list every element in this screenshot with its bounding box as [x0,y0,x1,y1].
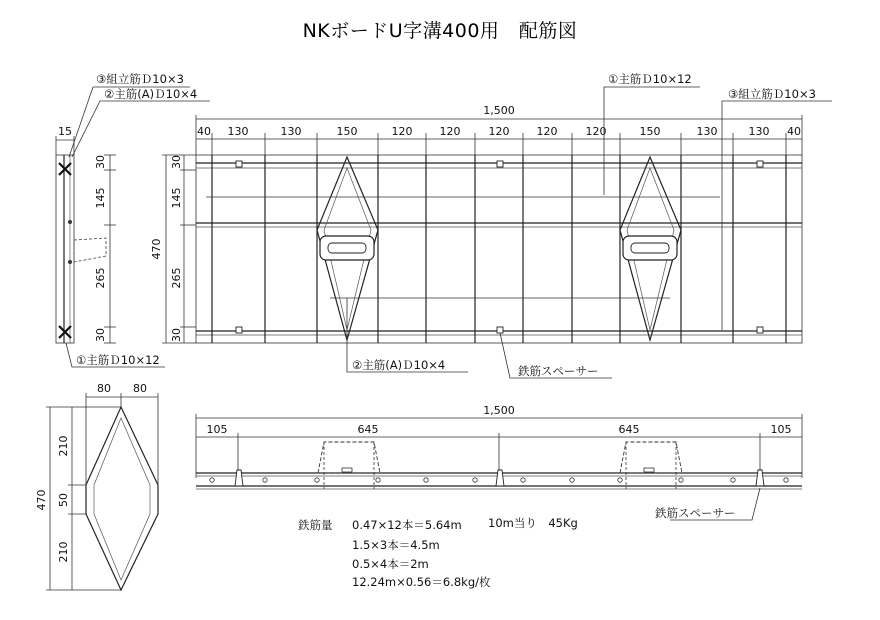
diamond-dim-210-top: 210 [57,435,70,457]
diamond-dim-width-left: 80 [97,382,111,395]
plan-dim-seg-3: 130 [280,125,302,138]
plan-dim-left-30-bottom: 30 [170,328,183,342]
plan-dim-seg-7: 120 [488,125,510,138]
quantity-heading: 鉄筋量 [298,518,333,532]
diamond-outer [86,407,158,590]
label-spacer-plan: 鉄筋スペーサー [518,364,599,378]
plan-dim-seg-1: 40 [197,125,211,138]
quantity-line-1: 0.47×12本＝5.64m [352,518,462,532]
plan-dim-left-145: 145 [170,187,183,209]
section-view [56,72,210,367]
plan-dim-seg-13: 40 [787,125,801,138]
quantity-per-10m: 10m当り 45Kg [488,516,578,530]
section-dim-15: 15 [58,125,72,138]
plan-dim-left-30-top: 30 [170,155,183,169]
label-rebar-1-top: ①主筋Ｄ10×12 [608,72,692,86]
plan-dim-seg-4: 150 [336,125,358,138]
plan-spacers [236,161,763,333]
diamond-dim-210-bottom: 210 [57,541,70,563]
diamond-dim-width-right: 80 [133,382,147,395]
label-rebar-3-left: ③組立筋Ｄ10×3 [96,72,184,86]
section-x-mark-top [59,163,71,175]
quantity-line-3: 0.5×4本＝2m [352,557,429,571]
section-dim-145: 145 [94,187,107,209]
side-dim-645-right: 645 [618,423,640,436]
label-rebar-2-bottom: ②主筋(A)Ｄ10×4 [352,358,446,372]
plan-diamond-right [620,157,681,340]
plan-main-bars [212,155,786,343]
section-dim-265: 265 [94,267,107,289]
leader-rebar-1-top [604,87,700,195]
plan-dim-seg-9: 120 [585,125,607,138]
side-dim-645-left: 645 [357,423,379,436]
label-rebar-3-right: ③組立筋Ｄ10×3 [728,87,816,101]
plan-dim-seg-2: 130 [227,125,249,138]
section-outline [56,155,74,343]
side-view [196,404,802,520]
section-bolt-dot [68,220,72,224]
section-dim-30-top: 30 [94,155,107,169]
side-dim-105-right: 105 [770,423,792,436]
side-dim-105-left: 105 [206,423,228,436]
plan-view [150,72,832,378]
side-dim-total: 1,500 [483,404,515,417]
plan-outline [196,155,802,343]
plan-dim-seg-5: 120 [391,125,413,138]
quantity-line-4: 12.24m×0.56＝6.8kg/枚 [352,575,491,589]
plan-dim-seg-8: 120 [536,125,558,138]
section-x-mark-bottom [59,326,71,338]
page-title: NKボードU字溝400用 配筋図 [302,20,578,42]
section-dim-30-bottom: 30 [94,328,107,342]
plan-dim-seg-12: 130 [748,125,770,138]
plan-dim-seg-11: 130 [696,125,718,138]
label-rebar-1-left: ①主筋Ｄ10×12 [76,353,160,367]
label-spacer-side: 鉄筋スペーサー [655,506,736,520]
leader-rebar-2-left [72,101,210,157]
diamond-inner [94,418,150,580]
plan-diamond-left [317,157,378,340]
label-rebar-2-left: ②主筋(A)Ｄ10×4 [104,87,198,101]
plan-dim-seg-10: 150 [639,125,661,138]
plan-dim-left-265: 265 [170,267,183,289]
plan-dim-470: 470 [150,238,163,260]
diamond-dim-470: 470 [35,489,48,511]
section-bolt-dot [68,260,72,264]
quantity-line-2: 1.5×3本＝4.5m [352,538,440,552]
plan-dim-seg-6: 120 [439,125,461,138]
diamond-detail [35,382,158,590]
diamond-dim-50: 50 [57,493,70,507]
plan-dim-total: 1,500 [483,104,515,117]
section-spacer-shape [74,238,106,262]
quantity-notes [298,516,578,589]
